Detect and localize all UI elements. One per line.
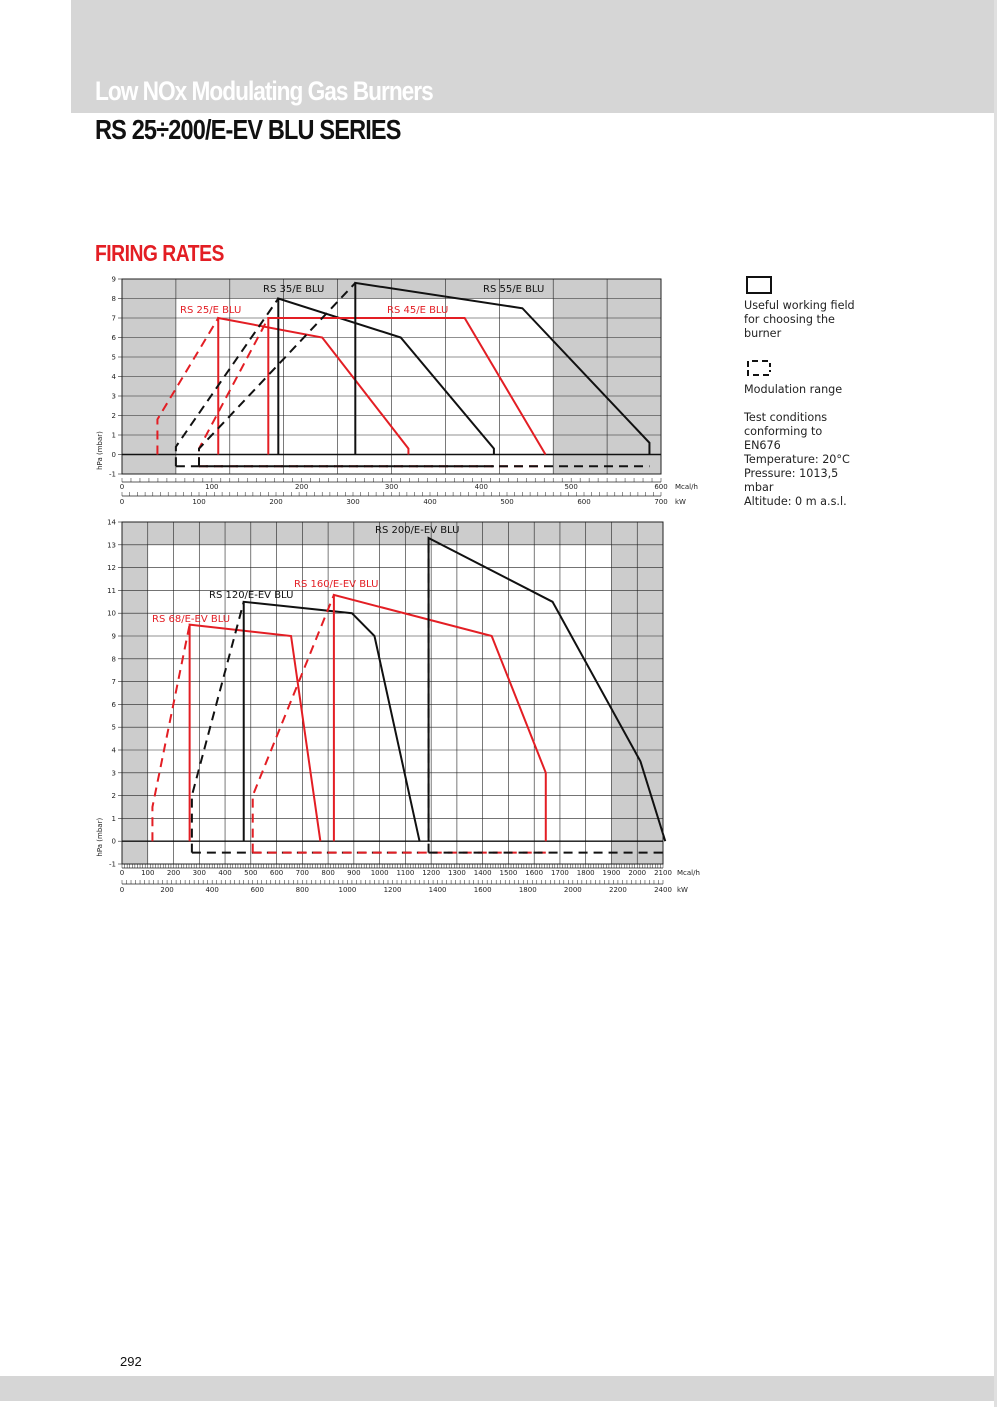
burner-label: RS 35/E BLU <box>263 284 325 295</box>
mcal-tick-label: 1300 <box>447 869 466 877</box>
mcal-tick-label: 400 <box>218 869 232 877</box>
mcal-tick-label: 1000 <box>370 869 389 877</box>
burner-label: RS 160/E-EV BLU <box>294 579 379 590</box>
mcal-tick-label: 300 <box>384 483 399 491</box>
burner-label: RS 45/E BLU <box>387 305 449 316</box>
section-title: FIRING RATES <box>95 240 224 266</box>
mcal-tick-label: 1800 <box>576 869 595 877</box>
series-title: RS 25÷200/E-EV BLU SERIES <box>95 114 401 145</box>
y-tick-label: 9 <box>111 275 116 284</box>
mcal-tick-label: 0 <box>119 483 125 491</box>
mcal-unit-label: Mcal/h <box>677 869 700 877</box>
kw-tick-label: 200 <box>160 886 174 894</box>
test-line: Altitude: 0 m a.s.l. <box>744 495 847 508</box>
modulation-range-legend-label: Modulation range <box>744 383 843 396</box>
kw-tick-label: 800 <box>295 886 310 894</box>
kw-tick-label: 600 <box>577 498 591 506</box>
mcal-tick-label: 100 <box>141 869 155 877</box>
mcal-tick-label: 1400 <box>473 869 492 877</box>
mcal-unit-label: Mcal/h <box>675 483 698 491</box>
mcal-tick-label: 1500 <box>499 869 518 877</box>
mcal-tick-label: 300 <box>192 869 206 877</box>
y-tick-label: 5 <box>111 723 116 732</box>
kw-tick-label: 400 <box>205 886 219 894</box>
kw-tick-label: 1200 <box>383 886 402 894</box>
kw-tick-label: 200 <box>269 498 283 506</box>
y-tick-label: 6 <box>111 334 116 342</box>
mcal-tick-label: 1600 <box>525 869 544 877</box>
test-line: Test conditions <box>744 411 828 424</box>
kw-tick-label: 600 <box>250 886 264 894</box>
y-tick-label: 6 <box>111 700 116 709</box>
y-tick-label: 5 <box>111 353 116 362</box>
mcal-tick-label: 500 <box>564 483 578 491</box>
kw-tick-label: 100 <box>192 498 206 506</box>
y-tick-label: 11 <box>107 586 116 595</box>
mcal-tick-label: 500 <box>244 869 258 877</box>
kw-tick-label: 1600 <box>473 886 492 894</box>
y-axis-label: hPa (mbar) <box>96 817 104 857</box>
y-tick-label: -1 <box>109 860 116 869</box>
y-tick-label: 12 <box>107 564 116 573</box>
mcal-tick-label: 1100 <box>396 869 415 877</box>
mcal-tick-label: 0 <box>119 869 125 877</box>
kw-tick-label: 1400 <box>428 886 447 894</box>
mcal-tick-label: 2000 <box>628 869 647 877</box>
y-tick-label: 13 <box>107 541 116 550</box>
test-line: Pressure: 1013,5 <box>744 467 839 480</box>
test-line: mbar <box>744 481 774 494</box>
kw-tick-label: 2400 <box>654 886 672 894</box>
y-tick-label: 7 <box>111 678 116 687</box>
test-line: conforming to <box>744 425 823 438</box>
kw-tick-label: 2200 <box>609 886 627 894</box>
kw-tick-label: 2000 <box>563 886 582 894</box>
mcal-tick-label: 1200 <box>422 869 441 877</box>
mcal-tick-label: 1900 <box>602 869 621 877</box>
y-tick-label: 4 <box>111 373 116 381</box>
kw-unit-label: kW <box>675 498 686 506</box>
mcal-tick-label: 800 <box>321 869 335 877</box>
kw-tick-label: 1800 <box>518 886 537 894</box>
mcal-tick-label: 900 <box>347 869 361 877</box>
mcal-tick-label: 400 <box>474 483 489 491</box>
burner-label: RS 25/E BLU <box>180 305 242 316</box>
kw-tick-label: 0 <box>119 886 125 894</box>
y-tick-label: 8 <box>111 655 116 664</box>
mcal-tick-label: 600 <box>269 869 284 877</box>
page-title: Low NOx Modulating Gas Burners <box>95 76 433 106</box>
burner-label: RS 68/E-EV BLU <box>152 614 231 625</box>
mcal-tick-label: 1700 <box>551 869 569 877</box>
kw-tick-label: 700 <box>654 498 668 506</box>
y-tick-label: 7 <box>111 314 116 323</box>
mcal-tick-label: 600 <box>654 483 668 491</box>
y-tick-label: 9 <box>111 632 116 641</box>
y-tick-label: -1 <box>109 470 116 479</box>
kw-tick-label: 500 <box>500 498 514 506</box>
chart-2 <box>96 519 700 895</box>
mcal-tick-label: 200 <box>294 483 309 491</box>
y-axis-label: hPa (mbar) <box>96 431 104 470</box>
mcal-tick-label: 2100 <box>654 869 672 877</box>
working-field-legend-icon <box>746 276 772 294</box>
burner-label: RS 55/E BLU <box>483 284 545 295</box>
mcal-tick-label: 100 <box>205 483 219 491</box>
y-tick-label: 2 <box>111 792 116 801</box>
y-tick-label: 8 <box>111 295 116 303</box>
y-tick-label: 3 <box>111 392 116 401</box>
mcal-tick-label: 200 <box>166 869 181 877</box>
modulation-range-legend-icon <box>746 359 772 377</box>
chart-1 <box>96 276 698 507</box>
y-tick-label: 4 <box>111 746 116 755</box>
y-tick-label: 2 <box>111 412 116 420</box>
plot-white-region <box>176 299 553 475</box>
y-tick-label: 1 <box>111 431 116 440</box>
test-conditions <box>744 411 850 509</box>
kw-tick-label: 0 <box>119 498 125 506</box>
y-tick-label: 3 <box>111 769 116 778</box>
working-field-legend-label: Useful working field for choosing the burner <box>744 299 855 340</box>
y-tick-label: 10 <box>107 609 116 618</box>
kw-unit-label: kW <box>677 886 688 894</box>
burner-label: RS 120/E-EV BLU <box>209 590 294 601</box>
page-number: 292 <box>120 1354 142 1369</box>
y-tick-label: 1 <box>111 814 116 823</box>
test-line: Temperature: 20°C <box>744 453 850 466</box>
y-tick-label: 0 <box>111 837 116 846</box>
y-tick-label: 0 <box>111 451 116 459</box>
y-tick-label: 14 <box>107 518 116 527</box>
burner-label: RS 200/E-EV BLU <box>375 525 460 536</box>
kw-tick-label: 1000 <box>338 886 357 894</box>
test-line: EN676 <box>744 439 781 452</box>
footer-band <box>0 1376 997 1401</box>
kw-tick-label: 400 <box>423 498 437 506</box>
mcal-tick-label: 700 <box>295 869 310 877</box>
kw-tick-label: 300 <box>346 498 360 506</box>
